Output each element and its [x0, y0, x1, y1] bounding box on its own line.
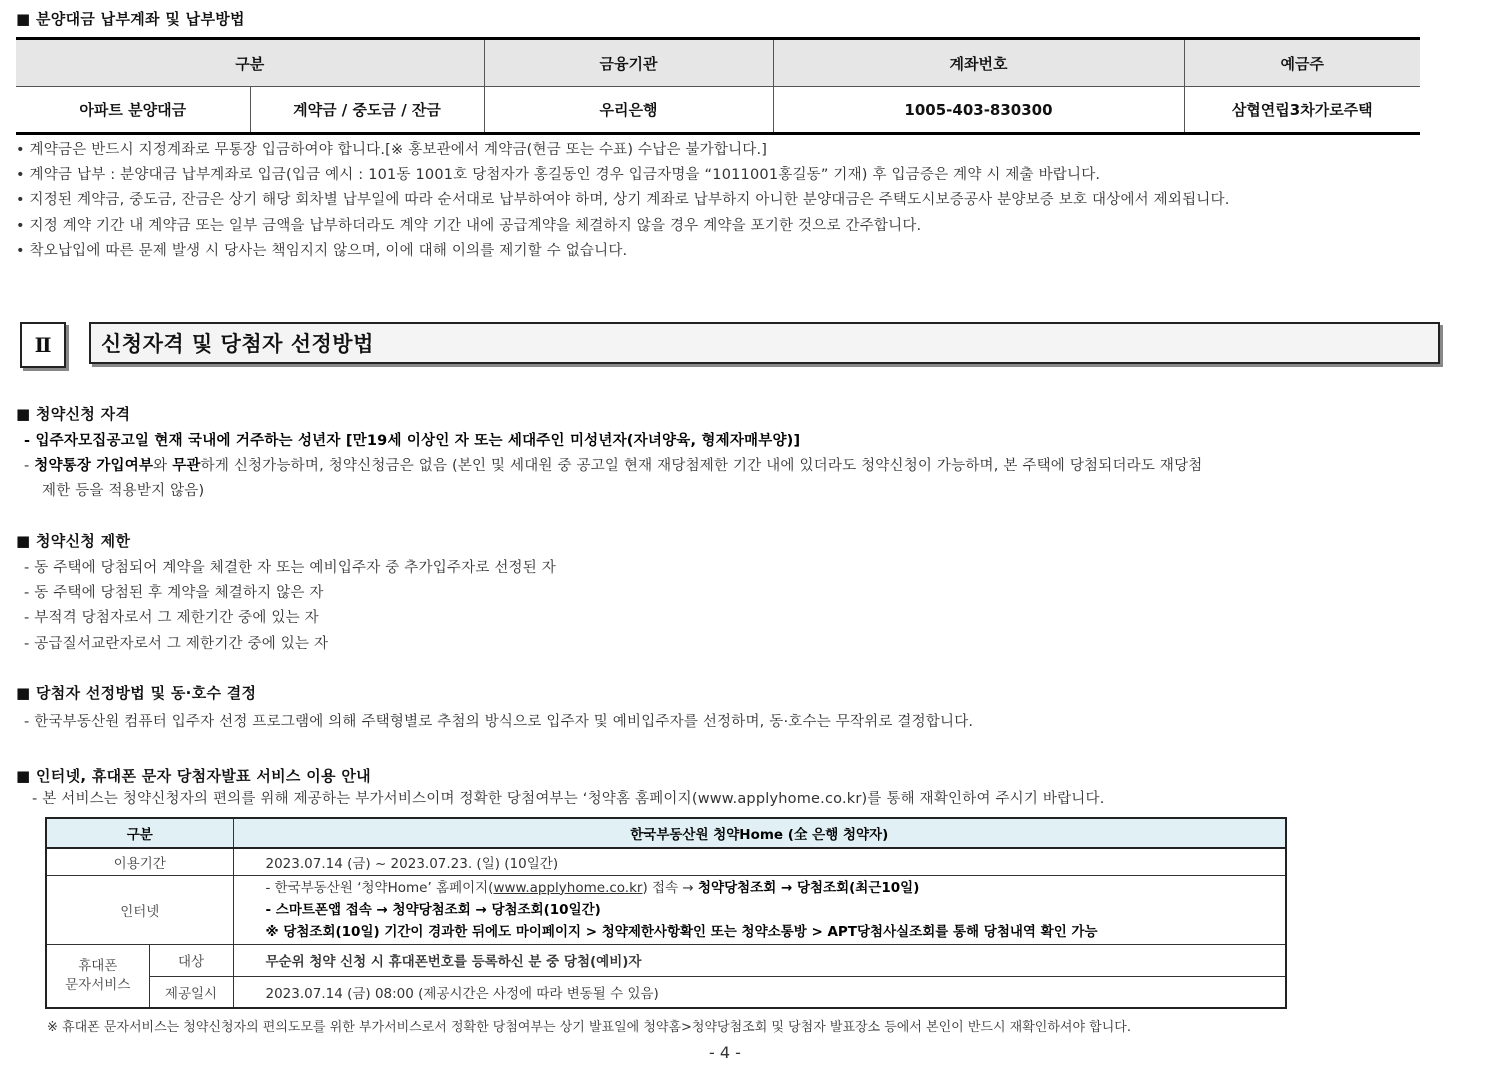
dash: - — [24, 458, 35, 474]
bold-text: 청약통장 가입여부 — [34, 458, 154, 474]
label-internet: 인터넷 — [46, 875, 233, 944]
text: 와 — [153, 458, 173, 474]
cell-account-number: 1005-403-830300 — [773, 87, 1184, 134]
text: ) 접속 → — [642, 879, 699, 896]
value-time: 2023.07.14 (금) 08:00 (제공시간은 사정에 따라 변동될 수 있음) — [233, 976, 1286, 1008]
table-row — [46, 875, 1286, 944]
chapter-number: Ⅱ — [20, 322, 66, 368]
value-internet — [233, 875, 1286, 944]
eligibility-line: - 입주자모집공고일 현재 국내에 거주하는 성년자 [만19세 이상인 자 또는 세대주인 미성년자(자녀양육, 형제자매부양)] — [24, 433, 801, 449]
table-row — [16, 87, 1420, 134]
text: - 한국부동산원 ‘청약Home’ 홈페이지( — [265, 879, 494, 896]
label-text: 문자서비스 — [65, 976, 131, 993]
section-title-selection-method: ■ 당첨자 선정방법 및 동·호수 결정 — [16, 684, 257, 702]
header-category: 구분 — [16, 39, 484, 87]
cell-type: 아파트 분양대금 — [79, 101, 187, 119]
chapter-title: 신청자격 및 당첨자 선정방법 — [89, 322, 1440, 364]
list-item: - 공급질서교란자로서 그 제한기간 중에 있는 자 — [24, 636, 329, 652]
bold-text: 무관 — [172, 458, 201, 474]
eligibility-line — [24, 454, 1203, 475]
selection-method-line: - 한국부동산원 컴퓨터 입주자 선정 프로그램에 의해 주택형별로 추첨의 방식으로 입주자 및 예비입주자를 선정하며, 동·호수는 무작위로 결정합니다. — [24, 714, 974, 730]
header-category: 구분 — [46, 818, 233, 848]
section-title-eligibility: ■ 청약신청 자격 — [16, 405, 131, 423]
table-header-row — [46, 818, 1286, 848]
bold-text: 청약당첨조회 → 당첨조회(최근10일) — [698, 879, 920, 896]
internet-line: ※ 당첨조회(10일) 기간이 경과한 뒤에도 마이페이지 > 청약제한사항확인 또는 청약소통방 > APT당첨사실조회를 통해 당첨내역 확인 가능 — [265, 923, 1098, 940]
bullet-item: • 지정된 계약금, 중도금, 잔금은 상기 해당 회차별 납부일에 따라 순서대로 납부하여야 하며, 상기 계좌로 납부하지 아니한 분양대금은 주택도시보증공사 분양보증 보호 대상에서 제외됩니다. — [16, 192, 1230, 208]
bullet-item: • 계약금 납부 : 분양대금 납부계좌로 입금(입금 예시 : 101동 1001호 당첨자가 홍길동인 경우 입금자명을 “1011001홍길동” 기재) 후 입금증은 계약 시 제출 바랍니다. — [16, 167, 1101, 183]
cell-payment-kind: 계약금 / 중도금 / 잔금 — [250, 87, 484, 134]
announcement-service-table — [45, 817, 1287, 1009]
label-text: 휴대폰 — [78, 957, 118, 974]
internet-line: - 스마트폰앱 접속 → 청약당첨조회 → 당첨조회(10일간) — [265, 901, 601, 918]
list-item: - 동 주택에 당첨된 후 계약을 체결하지 않은 자 — [24, 585, 324, 601]
value-target: 무순위 청약 신청 시 휴대폰번호를 등록하신 분 중 당첨(예비)자 — [233, 944, 1286, 976]
header-bank: 금융기관 — [484, 39, 773, 87]
label-time: 제공일시 — [149, 976, 233, 1008]
table-header-row — [16, 39, 1420, 87]
footnote: ※ 휴대폰 문자서비스는 청약신청자의 편의도모를 위한 부가서비스로서 정확한 당첨여부는 상기 발표일에 청약홈>청약당첨조회 및 당첨자 발표장소 등에서 본인이 반드시 재확인하셔야 합니다. — [47, 1020, 1131, 1035]
table-row — [46, 944, 1286, 976]
table-row — [46, 976, 1286, 1008]
cell-account-holder: 삼협연립3차가로주택 — [1184, 87, 1420, 134]
page-number: - 4 - — [709, 1043, 741, 1062]
value-period: 2023.07.14 (금) ~ 2023.07.23. (일) (10일간) — [233, 848, 1286, 875]
bullet-item: • 계약금은 반드시 지정계좌로 무통장 입금하여야 합니다.[※ 홍보관에서 계약금(현금 또는 수표) 수납은 불가합니다.] — [16, 142, 768, 158]
cell-bank: 우리은행 — [484, 87, 773, 134]
section-title-payment-account: ■ 분양대금 납부계좌 및 납부방법 — [16, 10, 245, 28]
list-item: - 동 주택에 당첨되어 계약을 체결한 자 또는 예비입주자 중 추가입주자로 선정된 자 — [24, 560, 556, 576]
applyhome-link[interactable]: www.applyhome.co.kr — [493, 879, 643, 896]
label-mobile-sms — [46, 944, 149, 1008]
header-provider: 한국부동산원 청약Home (全 은행 청약자) — [233, 818, 1286, 848]
bullet-item: • 착오납입에 따른 문제 발생 시 당사는 책임지지 않으며, 이에 대해 이의를 제기할 수 없습니다. — [16, 243, 628, 259]
table-row — [46, 848, 1286, 875]
text: 하게 신청가능하며, 청약신청금은 없음 (본인 및 세대원 중 공고일 현재 재당첨제한 기간 내에 있더라도 청약신청이 가능하며, 본 주택에 당첨되더라도 재당첨 — [200, 458, 1203, 474]
payment-account-table — [16, 37, 1420, 135]
section-title-announcement-service: ■ 인터넷, 휴대폰 문자 당첨자발표 서비스 이용 안내 — [16, 767, 371, 785]
list-item: - 부적격 당첨자로서 그 제한기간 중에 있는 자 — [24, 610, 319, 626]
internet-line — [266, 877, 1286, 899]
label-period: 이용기간 — [46, 848, 233, 875]
label-target: 대상 — [149, 944, 233, 976]
announcement-service-line: - 본 서비스는 청약신청자의 편의를 위해 제공하는 부가서비스이며 정확한 당첨여부는 ‘청약홈 홈페이지(www.applyhome.co.kr)를 통해 재확인하여 주시기 바랍니다. — [32, 791, 1105, 807]
header-account-number: 계좌번호 — [773, 39, 1184, 87]
section-title-restrictions: ■ 청약신청 제한 — [16, 532, 131, 550]
bullet-item: • 지정 계약 기간 내 계약금 또는 일부 금액을 납부하더라도 계약 기간 내에 공급계약을 체결하지 않을 경우 계약을 포기한 것으로 간주합니다. — [16, 218, 922, 234]
header-account-holder: 예금주 — [1184, 39, 1420, 87]
eligibility-line: 제한 등을 적용받지 않음) — [42, 483, 205, 499]
